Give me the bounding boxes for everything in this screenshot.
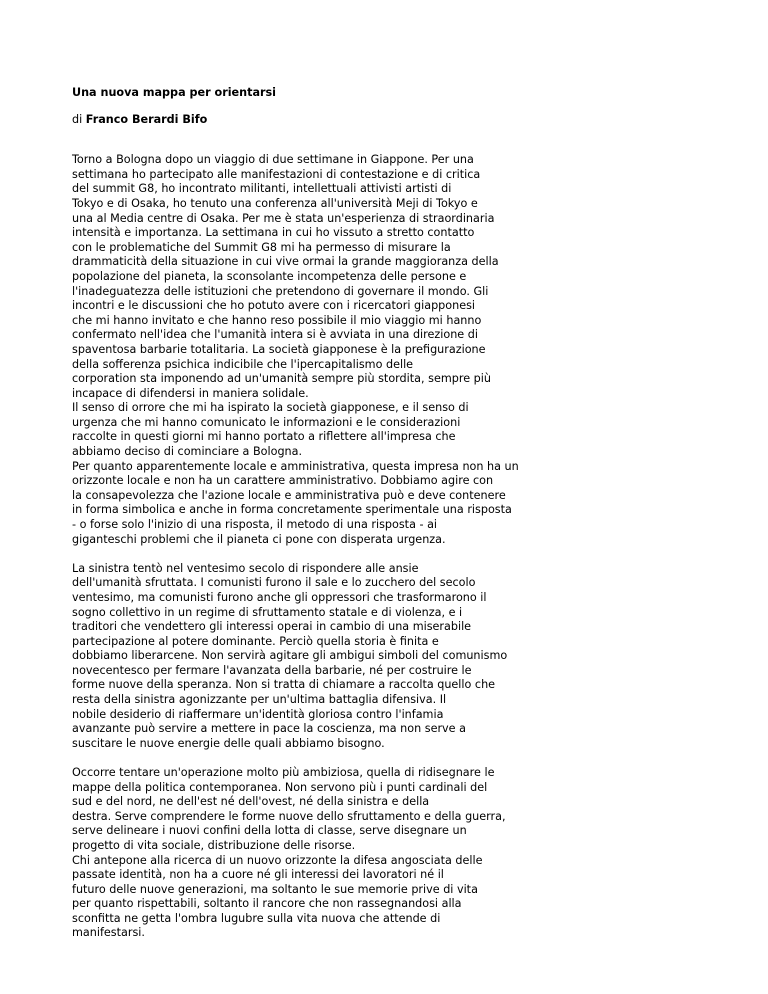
text-line: per quanto rispettabili, soltanto il rancore che non rassegnandosi alla [72, 897, 462, 911]
text-line: forme nuove della speranza. Non si tratta di chiamare a raccolta quello che [72, 678, 496, 692]
text-line: serve delineare i nuovi confini della lotta di classe, serve disegnare un [72, 824, 467, 838]
text-line: mappe della politica contemporanea. Non servono più i punti cardinali del [72, 780, 488, 794]
text-line: raccolte in questi giorni mi hanno portato a riflettere all'impresa che [72, 430, 456, 444]
text-line: la consapevolezza che l'azione locale e amministrativa può e deve contenere [72, 488, 506, 502]
text-line: settimana ho partecipato alle manifestazioni di contestazione e di critica [72, 167, 481, 181]
text-line: in forma simbolica e anche in forma concretamente sperimentale una risposta [72, 503, 512, 517]
text-line: l'inadeguatezza delle istituzioni che pretendono di governare il mondo. Gli [72, 284, 489, 298]
text-line: ventesimo, ma comunisti furono anche gli oppressori che trasformarono il [72, 590, 487, 604]
text-line: Per quanto apparentemente locale e amministrativa, questa impresa non ha un [72, 459, 519, 473]
text-line: sconfitta ne getta l'ombra lugubre sulla vita nuova che attende di [72, 911, 441, 925]
byline [72, 113, 532, 128]
byline-prefix: di [72, 112, 83, 126]
text-line: che mi hanno invitato e che hanno reso possibile il mio viaggio mi hanno [72, 313, 482, 327]
text-line: partecipazione al potere dominante. Perciò quella storia è finita e [72, 634, 439, 648]
text-line: corporation sta imponendo ad un'umanità sempre più stordita, sempre più [72, 372, 491, 386]
paragraph [72, 562, 532, 752]
text-line: Tokyo e di Osaka, ho tenuto una conferenza all'università Meji di Tokyo e [72, 196, 478, 210]
text-line: orizzonte locale e non ha un carattere amministrativo. Dobbiamo agire con [72, 474, 494, 488]
text-line: spaventosa barbarie totalitaria. La società giapponese è la prefigurazione [72, 342, 486, 356]
text-line: dobbiamo liberarcene. Non servirà agitare gli ambigui simboli del comunismo [72, 649, 508, 663]
text-line: giganteschi problemi che il pianeta ci pone con disperata urgenza. [72, 532, 446, 546]
text-line: sogno collettivo in un regime di sfruttamento statale e di violenza, e i [72, 605, 463, 619]
author-name: Franco Berardi Bifo [85, 112, 208, 126]
text-line: abbiamo deciso di cominciare a Bologna. [72, 445, 303, 459]
text-line: dell'umanità sfruttata. I comunisti furono il sale e lo zucchero del secolo [72, 576, 476, 590]
text-line: suscitare le nuove energie delle quali abbiamo bisogno. [72, 736, 385, 750]
text-line: sud e del nord, ne dell'est né dell'ovest, né della sinistra e della [72, 795, 430, 809]
text-line: drammaticità della situazione in cui vive ormai la grande maggioranza della [72, 255, 499, 269]
text-line: intensità e importanza. La settimana in cui ho vissuto a stretto contatto [72, 226, 475, 240]
text-line: manifestarsi. [72, 926, 145, 940]
article-title: Una nuova mappa per orientarsi [72, 86, 277, 99]
text-line: - o forse solo l'inizio di una risposta, il metodo di una risposta - ai [72, 518, 438, 532]
text-line: con le problematiche del Summit G8 mi ha permesso di misurare la [72, 240, 451, 254]
article-body [72, 153, 532, 941]
text-line: destra. Serve comprendere le forme nuove dello sfruttamento e della guerra, [72, 809, 506, 823]
text-line: confermato nell'idea che l'umanità intera si è avviata in una direzione di [72, 328, 478, 342]
text-line: della sofferenza psichica indicibile che l'ipercapitalismo delle [72, 357, 414, 371]
text-line: Chi antepone alla ricerca di un nuovo orizzonte la difesa angosciata delle [72, 853, 483, 867]
text-line: incapace di difendersi in maniera solidale. [72, 386, 309, 400]
paragraph [72, 766, 532, 941]
text-line: traditori che vendettero gli interessi operai in cambio di una miserabile [72, 620, 472, 634]
text-line: avanzante può servire a mettere in pace la coscienza, ma non serve a [72, 722, 466, 736]
text-line: urgenza che mi hanno comunicato le informazioni e le considerazioni [72, 415, 461, 429]
text-line: Il senso di orrore che mi ha ispirato la società giapponese, e il senso di [72, 401, 469, 415]
text-line: progetto di vita sociale, distribuzione delle risorse. [72, 838, 356, 852]
text-line: Torno a Bologna dopo un viaggio di due settimane in Giappone. Per una [72, 153, 474, 167]
paragraph [72, 153, 532, 547]
text-line: popolazione del pianeta, la sconsolante incompetenza delle persone e [72, 269, 467, 283]
text-line: nobile desiderio di riaffermare un'identità gloriosa contro l'infamia [72, 707, 444, 721]
text-line: una al Media centre di Osaka. Per me è stata un'esperienza di straordinaria [72, 211, 495, 225]
text-line: resta della sinistra agonizzante per un'ultima battaglia difensiva. Il [72, 693, 447, 707]
text-line: La sinistra tentò nel ventesimo secolo di rispondere alle ansie [72, 561, 419, 575]
text-line: del summit G8, ho incontrato militanti, intellettuali attivisti artisti di [72, 182, 452, 196]
text-line: novecentesco per fermare l'avanzata della barbarie, né per costruire le [72, 663, 472, 677]
text-line: futuro delle nuove generazioni, ma soltanto le sue memorie prive di vita [72, 882, 478, 896]
text-line: incontri e le discussioni che ho potuto avere con i ricercatori giapponesi [72, 299, 476, 313]
text-line: Occorre tentare un'operazione molto più ambiziosa, quella di ridisegnare le [72, 765, 495, 779]
document-page [72, 86, 532, 956]
text-line: passate identità, non ha a cuore né gli interessi dei lavoratori né il [72, 868, 444, 882]
